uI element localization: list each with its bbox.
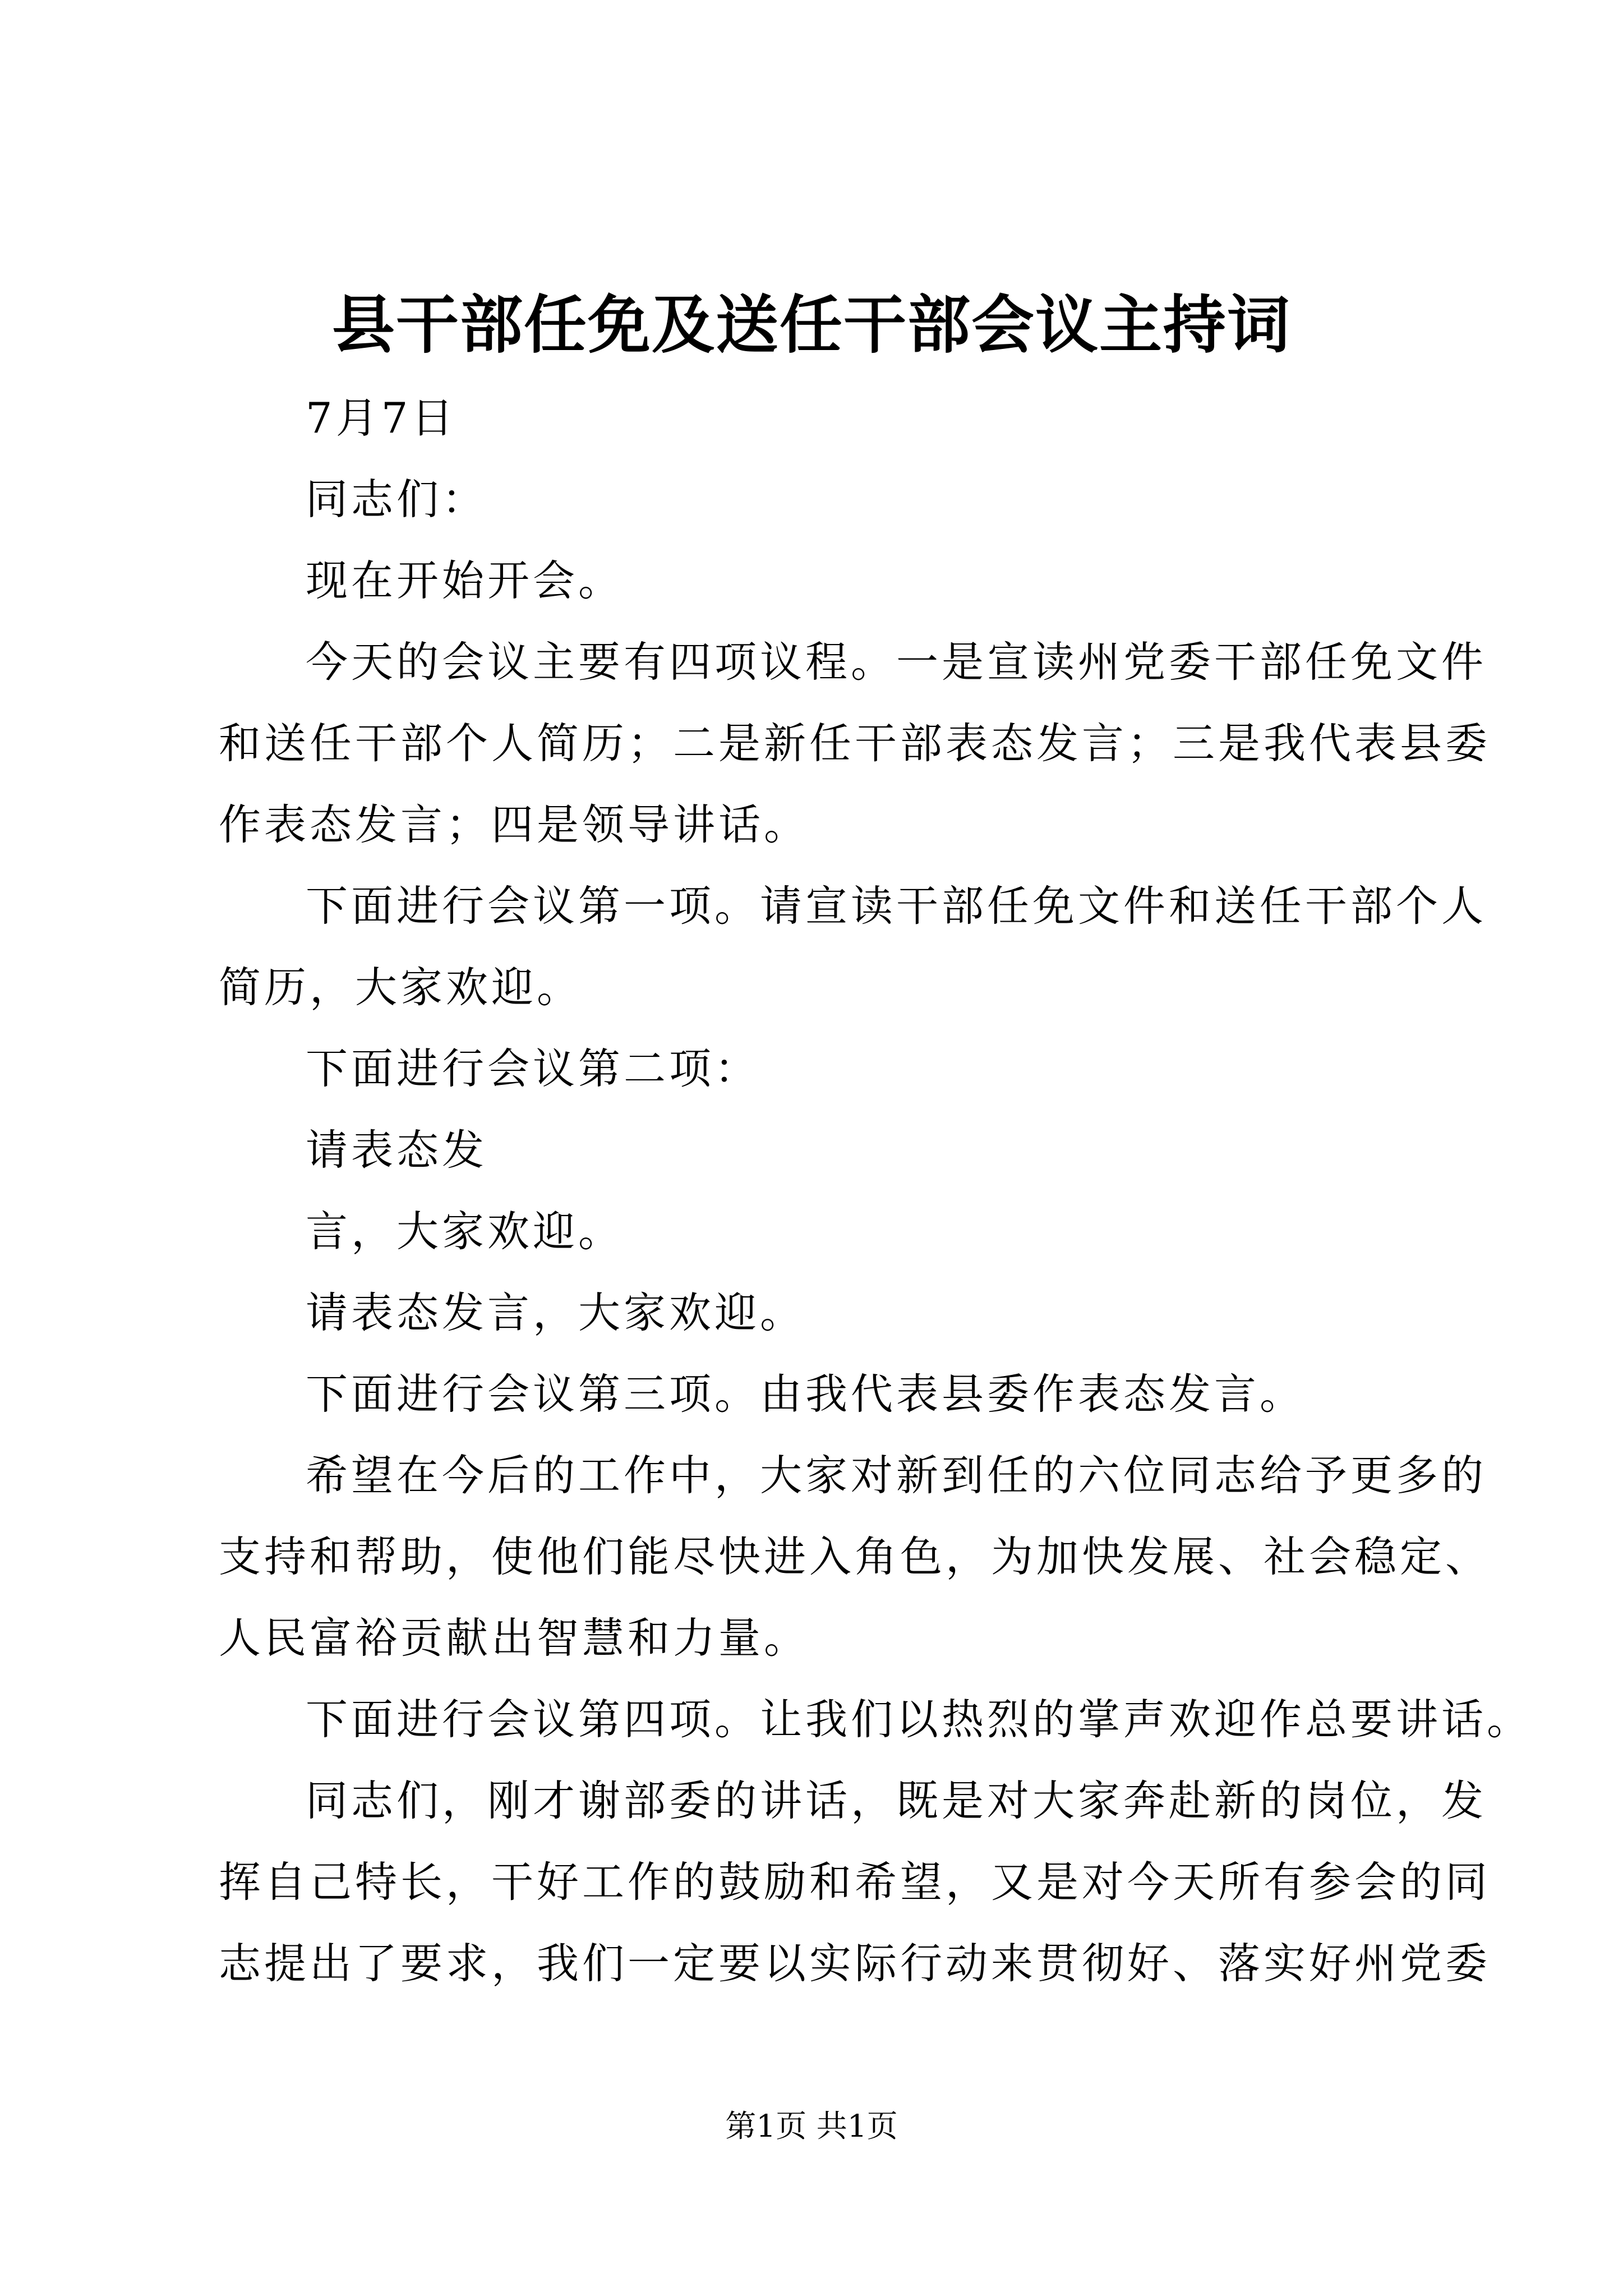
- paragraph-line: 简历，大家欢迎。: [219, 963, 583, 1012]
- paragraph-line: 言，大家欢迎。: [306, 1207, 624, 1256]
- paragraph-line: 作表态发言；四是领导讲话。: [219, 800, 810, 849]
- paragraph-line: 人民富裕贡献出智慧和力量。: [219, 1613, 810, 1663]
- paragraph-line: 请表态发: [306, 1125, 488, 1175]
- paragraph-line: 支持和帮助，使他们能尽快进入角色，为加快发展、社会稳定、: [219, 1532, 1491, 1581]
- salutation-line: 同志们：: [306, 475, 488, 524]
- paragraph-line: 现在开始开会。: [306, 556, 624, 605]
- paragraph-line: 下面进行会议第一项。请宣读干部任免文件和送任干部个人: [306, 881, 1487, 931]
- paragraph-line: 和送任干部个人简历；二是新任干部表态发言；三是我代表县委: [219, 719, 1491, 768]
- paragraph-line: 今天的会议主要有四项议程。一是宣读州党委干部任免文件: [306, 637, 1487, 687]
- page-footer: 第1页 共1页: [725, 2108, 898, 2144]
- paragraph-line: 请表态发言，大家欢迎。: [306, 1288, 806, 1337]
- paragraph-line: 志提出了要求，我们一定要以实际行动来贯彻好、落实好州党委: [219, 1939, 1491, 1988]
- paragraph-line: 下面进行会议第四项。让我们以热烈的掌声欢迎作总要讲话。: [306, 1695, 1533, 1744]
- paragraph-line: 希望在今后的工作中，大家对新到任的六位同志给予更多的: [306, 1451, 1487, 1500]
- paragraph-line: 下面进行会议第三项。由我代表县委作表态发言。: [306, 1369, 1306, 1419]
- document-title: 县干部任免及送任干部会议主持词: [332, 288, 1291, 362]
- date-line: 7月7日: [306, 393, 457, 443]
- paragraph-line: 下面进行会议第二项：: [306, 1044, 760, 1093]
- paragraph-line: 挥自己特长，干好工作的鼓励和希望，又是对今天所有参会的同: [219, 1857, 1491, 1907]
- paragraph-line: 同志们，刚才谢部委的讲话，既是对大家奔赴新的岗位，发: [306, 1776, 1487, 1825]
